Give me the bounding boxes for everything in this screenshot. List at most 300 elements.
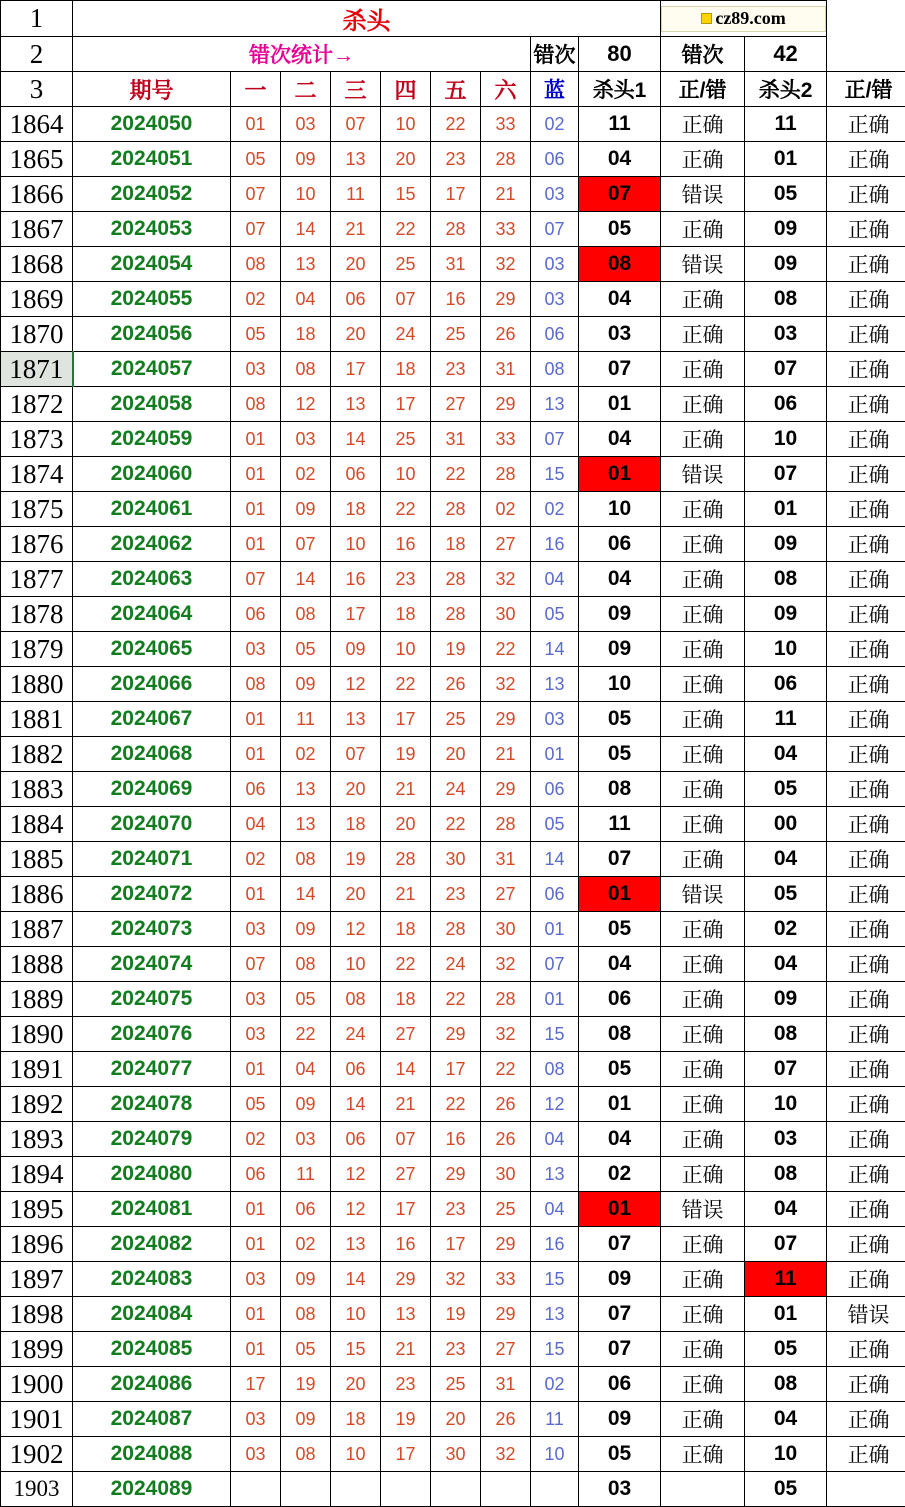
- kill-head-2-value: 01: [745, 142, 827, 177]
- row-number[interactable]: 1883: [1, 772, 73, 807]
- kill-head-2-result: 正确: [827, 597, 905, 632]
- ball-5: 19: [431, 632, 481, 667]
- blue-ball: 01: [531, 737, 579, 772]
- ball-3: 18: [331, 492, 381, 527]
- kill-head-2-result: 正确: [827, 1332, 905, 1367]
- kill-head-2-result: 正确: [827, 492, 905, 527]
- ball-6: 27: [481, 1332, 531, 1367]
- ball-3: 20: [331, 247, 381, 282]
- ball-1: 01: [231, 737, 281, 772]
- kill-head-1-result: 正确: [661, 1017, 745, 1052]
- kill-head-2-value: 04: [745, 1192, 827, 1227]
- issue-number: 2024084: [73, 1297, 231, 1332]
- kill-head-2-result: 正确: [827, 107, 905, 142]
- ball-3: 06: [331, 457, 381, 492]
- kill-head-1-result: 正确: [661, 212, 745, 247]
- kill-head-1-value: 09: [579, 597, 661, 632]
- row-number[interactable]: 1899: [1, 1332, 73, 1367]
- kill-head-2-result: 正确: [827, 212, 905, 247]
- kill-head-1-value: 09: [579, 632, 661, 667]
- ball-6: 28: [481, 457, 531, 492]
- ball-3: 20: [331, 772, 381, 807]
- kill-head-2-value: 01: [745, 1297, 827, 1332]
- site-logo[interactable]: [661, 1, 827, 37]
- ball-5: 22: [431, 807, 481, 842]
- kill-head-1-result: 错误: [661, 1192, 745, 1227]
- table-row: [1, 387, 905, 422]
- ball-3: 10: [331, 527, 381, 562]
- table-row: [1, 1437, 905, 1472]
- row-number[interactable]: 1880: [1, 667, 73, 702]
- table-row: [1, 772, 905, 807]
- blue-ball: 02: [531, 492, 579, 527]
- row-number[interactable]: 1881: [1, 702, 73, 737]
- ball-2: 08: [281, 1437, 331, 1472]
- kill-head-2-value: 04: [745, 947, 827, 982]
- kill-head-2-result: 正确: [827, 982, 905, 1017]
- ball-4: 21: [381, 877, 431, 912]
- error-count-value-1: 80: [579, 37, 661, 72]
- table-row: [1, 247, 905, 282]
- kill-head-2-result: 正确: [827, 632, 905, 667]
- row-number[interactable]: 1873: [1, 422, 73, 457]
- ball-3: 13: [331, 387, 381, 422]
- ball-5: 26: [431, 667, 481, 702]
- ball-1: 06: [231, 597, 281, 632]
- kill-head-2-value: 03: [745, 317, 827, 352]
- ball-4: 23: [381, 562, 431, 597]
- blue-ball: 13: [531, 1297, 579, 1332]
- issue-number: 2024081: [73, 1192, 231, 1227]
- row-number[interactable]: 1877: [1, 562, 73, 597]
- kill-head-1-value: 01: [579, 1087, 661, 1122]
- row-number[interactable]: 1884: [1, 807, 73, 842]
- issue-number: 2024063: [73, 562, 231, 597]
- kill-head-2-result: 正确: [827, 527, 905, 562]
- row-number[interactable]: 1: [1, 1, 73, 37]
- kill-head-1-value: 11: [579, 107, 661, 142]
- ball-3: 07: [331, 737, 381, 772]
- kill-head-1-result: 正确: [661, 352, 745, 387]
- ball-5: 23: [431, 142, 481, 177]
- ball-6: 32: [481, 562, 531, 597]
- table-row: [1, 807, 905, 842]
- kill-head-1-result: 错误: [661, 877, 745, 912]
- ball-4: 28: [381, 842, 431, 877]
- row-number[interactable]: 1867: [1, 212, 73, 247]
- ball-3: 20: [331, 317, 381, 352]
- kill-head-2-value: 06: [745, 667, 827, 702]
- ball-6: 26: [481, 1402, 531, 1437]
- blue-ball: 13: [531, 387, 579, 422]
- row-number[interactable]: 1878: [1, 597, 73, 632]
- kill-head-1-value: 01: [579, 1192, 661, 1227]
- row-number[interactable]: 1887: [1, 912, 73, 947]
- ball-5: 28: [431, 212, 481, 247]
- ball-2: 10: [281, 177, 331, 212]
- row-number[interactable]: 1886: [1, 877, 73, 912]
- blue-ball: 04: [531, 1122, 579, 1157]
- table-row: [1, 1157, 905, 1192]
- ball-4: 18: [381, 352, 431, 387]
- ball-5: 19: [431, 1297, 481, 1332]
- kill-head-1-value: 05: [579, 1052, 661, 1087]
- ball-1: 05: [231, 142, 281, 177]
- kill-head-2-result: 正确: [827, 667, 905, 702]
- issue-number: 2024089: [73, 1472, 231, 1507]
- ball-6: 30: [481, 597, 531, 632]
- row-number[interactable]: 1900: [1, 1367, 73, 1402]
- blue-ball: 15: [531, 1332, 579, 1367]
- row-number[interactable]: 1868: [1, 247, 73, 282]
- kill-head-1-result: 正确: [661, 1157, 745, 1192]
- kill-head-1-value: 05: [579, 212, 661, 247]
- kill-head-2-value: 09: [745, 212, 827, 247]
- ball-4: 13: [381, 1297, 431, 1332]
- kill-head-2-result: 正确: [827, 877, 905, 912]
- blue-ball: 04: [531, 562, 579, 597]
- ball-2: 08: [281, 842, 331, 877]
- kill-head-2-value: 02: [745, 912, 827, 947]
- kill-head-1-value: 04: [579, 1122, 661, 1157]
- ball-3: 24: [331, 1017, 381, 1052]
- ball-6: 33: [481, 212, 531, 247]
- kill-head-1-value: 07: [579, 1227, 661, 1262]
- row-number[interactable]: 1876: [1, 527, 73, 562]
- ball-2: 06: [281, 1192, 331, 1227]
- ball-6: 25: [481, 1192, 531, 1227]
- kill-head-1-value: 08: [579, 772, 661, 807]
- kill-head-2-value: 05: [745, 877, 827, 912]
- kill-head-1-result: 正确: [661, 142, 745, 177]
- ball-6: 33: [481, 422, 531, 457]
- issue-number: 2024065: [73, 632, 231, 667]
- ball-2: 08: [281, 1297, 331, 1332]
- table-row: [1, 212, 905, 247]
- ball-5: 16: [431, 282, 481, 317]
- kill-head-2-result: 正确: [827, 457, 905, 492]
- row-number[interactable]: 1888: [1, 947, 73, 982]
- row-number[interactable]: 1892: [1, 1087, 73, 1122]
- row-number[interactable]: 1871: [1, 352, 73, 387]
- ball-3: 07: [331, 107, 381, 142]
- issue-number: 2024058: [73, 387, 231, 422]
- ball-3: 10: [331, 947, 381, 982]
- row-number[interactable]: 1866: [1, 177, 73, 212]
- blue-ball: 06: [531, 317, 579, 352]
- kill-head-1-value: 07: [579, 177, 661, 212]
- ball-3: 10: [331, 1437, 381, 1472]
- ball-1: 02: [231, 1122, 281, 1157]
- kill-head-2-result: 正确: [827, 387, 905, 422]
- ball-4: 22: [381, 492, 431, 527]
- row-number[interactable]: 1891: [1, 1052, 73, 1087]
- kill-head-2-result: [827, 1472, 905, 1507]
- error-count-header-2: 错次: [661, 37, 745, 72]
- table-row: [1, 1017, 905, 1052]
- ball-3: 15: [331, 1332, 381, 1367]
- ball-3: 06: [331, 1052, 381, 1087]
- kill-head-1-value: 04: [579, 142, 661, 177]
- row-number[interactable]: 1897: [1, 1262, 73, 1297]
- ball-4: 15: [381, 177, 431, 212]
- table-row: [1, 702, 905, 737]
- title-row: [1, 1, 905, 37]
- blue-ball: 01: [531, 982, 579, 1017]
- kill-head-1-value: 10: [579, 492, 661, 527]
- error-count-label: 错次统计→: [73, 37, 531, 72]
- ball-6: 27: [481, 877, 531, 912]
- kill-head-1-value: 07: [579, 842, 661, 877]
- table-row: [1, 1332, 905, 1367]
- kill-head-1-value: 01: [579, 457, 661, 492]
- row-number[interactable]: 1894: [1, 1157, 73, 1192]
- ball-2: 11: [281, 1157, 331, 1192]
- ball-2: 09: [281, 492, 331, 527]
- blue-ball: 11: [531, 1402, 579, 1437]
- kill-head-2-value: 04: [745, 737, 827, 772]
- row-number[interactable]: 1865: [1, 142, 73, 177]
- blue-ball: 15: [531, 457, 579, 492]
- kill-head-2-result: 正确: [827, 142, 905, 177]
- column-header-ball-5: 五: [431, 72, 481, 107]
- row-number[interactable]: 1895: [1, 1192, 73, 1227]
- blue-ball: 13: [531, 1157, 579, 1192]
- kill-head-2-result: 正确: [827, 1192, 905, 1227]
- ball-1: 02: [231, 282, 281, 317]
- ball-1: 01: [231, 1332, 281, 1367]
- ball-1: 06: [231, 772, 281, 807]
- table-row: [1, 1227, 905, 1262]
- row-number[interactable]: 1898: [1, 1297, 73, 1332]
- kill-head-2-result: 正确: [827, 1052, 905, 1087]
- ball-2: 04: [281, 282, 331, 317]
- table-row: [1, 1262, 905, 1297]
- row-number[interactable]: 1875: [1, 492, 73, 527]
- issue-number: 2024077: [73, 1052, 231, 1087]
- ball-2: 19: [281, 1367, 331, 1402]
- row-number[interactable]: 1879: [1, 632, 73, 667]
- ball-1: 03: [231, 1437, 281, 1472]
- issue-number: 2024072: [73, 877, 231, 912]
- kill-head-1-result: 正确: [661, 1332, 745, 1367]
- table-row: [1, 1472, 905, 1507]
- ball-1: 17: [231, 1367, 281, 1402]
- ball-4: 19: [381, 737, 431, 772]
- ball-3: 14: [331, 422, 381, 457]
- kill-head-1-result: 正确: [661, 1087, 745, 1122]
- row-number[interactable]: 1903: [1, 1472, 73, 1507]
- kill-head-2-result: 正确: [827, 702, 905, 737]
- kill-head-2-value: 09: [745, 247, 827, 282]
- blue-ball: 08: [531, 352, 579, 387]
- table-row: [1, 912, 905, 947]
- blue-ball: 15: [531, 1262, 579, 1297]
- kill-head-2-value: 04: [745, 1402, 827, 1437]
- table-row: [1, 142, 905, 177]
- ball-6: 29: [481, 282, 531, 317]
- ball-6: 29: [481, 702, 531, 737]
- row-number[interactable]: 1902: [1, 1437, 73, 1472]
- blue-ball: 08: [531, 1052, 579, 1087]
- kill-head-1-value: 09: [579, 1402, 661, 1437]
- ball-4: 25: [381, 247, 431, 282]
- ball-2: 13: [281, 772, 331, 807]
- issue-number: 2024066: [73, 667, 231, 702]
- kill-head-1-value: 04: [579, 562, 661, 597]
- issue-number: 2024070: [73, 807, 231, 842]
- row-number[interactable]: 1890: [1, 1017, 73, 1052]
- blue-ball: 05: [531, 807, 579, 842]
- kill-head-2-value: 08: [745, 562, 827, 597]
- ball-5: 16: [431, 1122, 481, 1157]
- issue-number: 2024068: [73, 737, 231, 772]
- column-header-kill2: 杀头2: [745, 72, 827, 107]
- issue-number: 2024088: [73, 1437, 231, 1472]
- ball-2: 02: [281, 457, 331, 492]
- kill-head-2-result: 正确: [827, 422, 905, 457]
- ball-3: 13: [331, 702, 381, 737]
- ball-4: 10: [381, 107, 431, 142]
- kill-head-1-result: 正确: [661, 842, 745, 877]
- issue-number: 2024054: [73, 247, 231, 282]
- ball-5: 18: [431, 527, 481, 562]
- issue-number: 2024067: [73, 702, 231, 737]
- kill-head-1-result: 正确: [661, 737, 745, 772]
- ball-6: 33: [481, 1262, 531, 1297]
- ball-1: 05: [231, 317, 281, 352]
- column-header-ball-6: 六: [481, 72, 531, 107]
- ball-5: 29: [431, 1157, 481, 1192]
- error-count-header-1: 错次: [531, 37, 579, 72]
- table-row: [1, 982, 905, 1017]
- kill-head-1-value: 05: [579, 912, 661, 947]
- ball-3: 13: [331, 1227, 381, 1262]
- ball-3: 21: [331, 212, 381, 247]
- ball-6: 26: [481, 317, 531, 352]
- kill-head-1-result: 正确: [661, 667, 745, 702]
- ball-2: 11: [281, 702, 331, 737]
- kill-head-1-value: 07: [579, 1297, 661, 1332]
- ball-1: 01: [231, 702, 281, 737]
- kill-head-1-result: 正确: [661, 282, 745, 317]
- ball-4: 19: [381, 1402, 431, 1437]
- row-number[interactable]: 1885: [1, 842, 73, 877]
- ball-5: 25: [431, 1367, 481, 1402]
- ball-5: 30: [431, 1437, 481, 1472]
- row-number[interactable]: 1869: [1, 282, 73, 317]
- kill-head-1-result: 正确: [661, 1122, 745, 1157]
- row-number[interactable]: 1901: [1, 1402, 73, 1437]
- table-row: [1, 667, 905, 702]
- table-row: [1, 737, 905, 772]
- ball-5: 22: [431, 982, 481, 1017]
- ball-4: 17: [381, 702, 431, 737]
- column-header-kill1: 杀头1: [579, 72, 661, 107]
- kill-head-2-result: 正确: [827, 842, 905, 877]
- kill-head-1-value: 08: [579, 1017, 661, 1052]
- ball-5: 24: [431, 947, 481, 982]
- kill-head-1-result: 正确: [661, 1402, 745, 1437]
- row-number[interactable]: 1896: [1, 1227, 73, 1262]
- ball-3: 12: [331, 912, 381, 947]
- kill-head-2-result: 正确: [827, 1087, 905, 1122]
- ball-5: 24: [431, 772, 481, 807]
- kill-head-1-result: 正确: [661, 947, 745, 982]
- ball-2: 12: [281, 387, 331, 422]
- ball-2: 09: [281, 667, 331, 702]
- blue-ball: 14: [531, 842, 579, 877]
- row-number[interactable]: 1872: [1, 387, 73, 422]
- kill-head-1-value: 04: [579, 947, 661, 982]
- kill-head-1-result: [661, 1472, 745, 1507]
- ball-5: 20: [431, 737, 481, 772]
- blue-ball: 04: [531, 1192, 579, 1227]
- ball-5: 20: [431, 1402, 481, 1437]
- column-header-ball-4: 四: [381, 72, 431, 107]
- kill-head-1-value: 10: [579, 667, 661, 702]
- kill-head-1-value: 04: [579, 282, 661, 317]
- ball-4: 20: [381, 142, 431, 177]
- row-number[interactable]: 1870: [1, 317, 73, 352]
- ball-3: 14: [331, 1087, 381, 1122]
- issue-number: 2024057: [73, 352, 231, 387]
- issue-number: 2024062: [73, 527, 231, 562]
- row-number[interactable]: 1874: [1, 457, 73, 492]
- row-number[interactable]: 1882: [1, 737, 73, 772]
- row-number[interactable]: 2: [1, 37, 73, 72]
- ball-1: 01: [231, 1192, 281, 1227]
- kill-head-1-result: 正确: [661, 597, 745, 632]
- ball-4: 17: [381, 1437, 431, 1472]
- ball-1: 08: [231, 387, 281, 422]
- row-number[interactable]: 1893: [1, 1122, 73, 1157]
- kill-head-1-value: 03: [579, 317, 661, 352]
- ball-6: 31: [481, 1367, 531, 1402]
- ball-3: [331, 1472, 381, 1507]
- issue-number: 2024085: [73, 1332, 231, 1367]
- ball-6: 02: [481, 492, 531, 527]
- ball-3: 18: [331, 1402, 381, 1437]
- kill-head-2-value: 11: [745, 702, 827, 737]
- ball-6: 30: [481, 912, 531, 947]
- ball-4: 17: [381, 1192, 431, 1227]
- row-number[interactable]: 1864: [1, 107, 73, 142]
- ball-4: 10: [381, 457, 431, 492]
- issue-number: 2024087: [73, 1402, 231, 1437]
- kill-head-1-value: 11: [579, 807, 661, 842]
- row-number[interactable]: 1889: [1, 982, 73, 1017]
- kill-head-1-result: 错误: [661, 457, 745, 492]
- issue-number: 2024083: [73, 1262, 231, 1297]
- blue-ball: 03: [531, 282, 579, 317]
- ball-6: 29: [481, 387, 531, 422]
- ball-1: 07: [231, 212, 281, 247]
- ball-1: 07: [231, 947, 281, 982]
- ball-5: 30: [431, 842, 481, 877]
- kill-head-2-value: 08: [745, 1157, 827, 1192]
- row-number[interactable]: 3: [1, 72, 73, 107]
- table-row: [1, 632, 905, 667]
- logo-square-icon: [701, 13, 712, 24]
- table-row: [1, 1087, 905, 1122]
- ball-1: 01: [231, 1227, 281, 1262]
- blue-ball: 06: [531, 877, 579, 912]
- blue-ball: 03: [531, 702, 579, 737]
- kill-head-2-result: 正确: [827, 352, 905, 387]
- kill-head-2-result: 正确: [827, 1262, 905, 1297]
- kill-head-1-result: 正确: [661, 702, 745, 737]
